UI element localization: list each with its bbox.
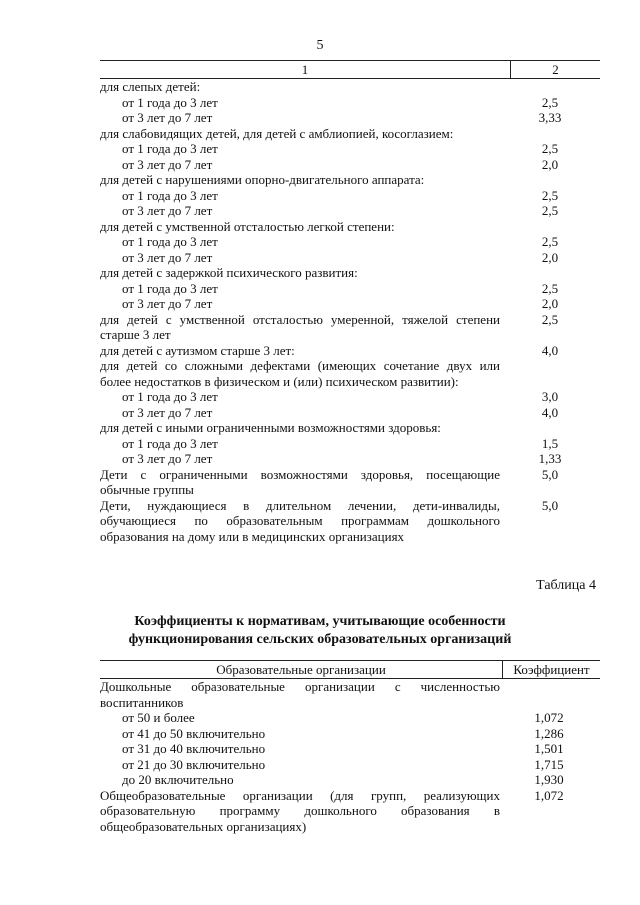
table-body (100, 79, 600, 544)
row-label: для детей с нарушениями опорно-двигательного аппарата: (100, 172, 425, 187)
table-row (100, 281, 600, 297)
row-label: от 3 лет до 7 лет (122, 110, 213, 125)
row-label: от 1 года до 3 лет (122, 435, 218, 451)
row-value: 2,5 (541, 94, 559, 110)
table-row (100, 126, 600, 142)
page-number: 5 (316, 38, 324, 53)
table-row (100, 188, 600, 204)
row-label: от 1 года до 3 лет (122, 234, 218, 249)
table-header (100, 660, 600, 679)
row-value (500, 358, 600, 389)
column-header-1: 1 (100, 61, 511, 78)
table-row (100, 250, 600, 266)
table-title-line-2: функционирования сельских образовательных организаций (128, 632, 512, 647)
row-value: 2,5 (541, 234, 559, 249)
row-label: для детей с задержкой психического развития: (100, 265, 358, 280)
row-value: 1,072 (534, 710, 564, 725)
row-value (500, 420, 600, 436)
table-row (100, 157, 600, 173)
column-header-2: 2 (552, 62, 559, 77)
table-row (100, 726, 600, 742)
table-row (100, 757, 600, 773)
row-value: 2,0 (541, 156, 559, 172)
row-label: для слепых детей: (100, 79, 201, 94)
table-row (100, 772, 600, 788)
row-value: 3,33 (538, 110, 562, 125)
row-value: 5,0 (541, 466, 559, 482)
table-row (100, 296, 600, 312)
table-row (100, 436, 600, 452)
row-label: для детей с умственной отсталостью легкой степени: (100, 218, 395, 234)
row-label: от 31 до 40 включительно (122, 741, 266, 756)
row-value (500, 265, 600, 281)
row-label: для детей с иными ограниченными возможностями здоровья: (100, 420, 441, 435)
row-label: для детей со сложными дефектами (имеющих сочетание двух или более недостатков в физическом и (или) психическом развитии): (100, 358, 500, 389)
row-label: от 3 лет до 7 лет (122, 203, 213, 218)
table-row (100, 358, 600, 389)
row-label: Общеобразовательные организации (для групп, реализующих образовательную программу дошкольного образования в общеобразовательных организациях) (100, 787, 500, 834)
row-label: для детей с умственной отсталостью умеренной, тяжелой степени старше 3 лет (100, 311, 500, 342)
row-label: от 3 лет до 7 лет (122, 296, 213, 311)
row-label: от 50 и более (122, 710, 195, 725)
row-label: Дети, нуждающиеся в длительном лечении, дети-инвалиды, обучающиеся по образовательным программам дошкольного образования на дому или в медицинских организациях (100, 497, 500, 544)
row-value: 1,286 (534, 725, 564, 741)
table-row (100, 110, 600, 126)
row-value: 1,930 (534, 772, 564, 787)
coefficients-table (100, 60, 600, 544)
table-row (100, 219, 600, 235)
row-value: 2,5 (541, 187, 559, 203)
row-label: от 1 года до 3 лет (122, 280, 218, 296)
table-row (100, 467, 600, 498)
table-row (100, 141, 600, 157)
table-row (100, 498, 600, 545)
table-row (100, 203, 600, 219)
table-row (100, 420, 600, 436)
row-label: от 3 лет до 7 лет (122, 451, 213, 466)
row-value: 1,715 (534, 756, 564, 772)
row-value (500, 126, 600, 142)
table-row (100, 343, 600, 359)
row-value: 2,5 (541, 141, 559, 156)
row-value: 2,5 (541, 280, 559, 296)
table-row (100, 451, 600, 467)
row-value: 2,5 (541, 203, 559, 218)
row-value: 2,0 (541, 249, 559, 265)
row-label: Дошкольные образовательные организации с численностью воспитанников (100, 679, 500, 710)
column-header-organizations: Образовательные организации (100, 661, 503, 678)
column-header-coefficient: Коэффициент (513, 662, 590, 677)
table-row (100, 405, 600, 421)
row-value: 1,501 (534, 741, 564, 756)
table-row (100, 788, 600, 835)
table-row (100, 710, 600, 726)
row-label: от 21 до 30 включительно (122, 756, 266, 772)
table-row (100, 312, 600, 343)
rural-coefficients-table (100, 660, 600, 834)
table-header (100, 60, 600, 79)
table-row (100, 172, 600, 188)
table-body (100, 679, 600, 834)
row-label: от 1 года до 3 лет (122, 187, 218, 203)
row-label: Дети с ограниченными возможностями здоровья, посещающие обычные группы (100, 466, 500, 497)
row-label: от 3 лет до 7 лет (122, 156, 213, 172)
row-label: от 3 лет до 7 лет (122, 404, 213, 420)
row-value: 3,0 (541, 389, 559, 404)
row-label: от 1 года до 3 лет (122, 141, 218, 156)
table-row (100, 79, 600, 95)
row-value: 1,072 (534, 787, 564, 803)
table-row (100, 389, 600, 405)
row-value (500, 79, 600, 95)
row-value: 1,33 (538, 451, 562, 466)
row-label: от 1 года до 3 лет (122, 94, 218, 110)
row-value (500, 219, 600, 235)
table-row (100, 679, 600, 710)
table-title (0, 613, 640, 649)
row-label: от 41 до 50 включительно (122, 725, 266, 741)
table-row (100, 741, 600, 757)
table-row (100, 95, 600, 111)
row-label: для детей с аутизмом старше 3 лет: (100, 342, 295, 358)
row-value: 5,0 (541, 497, 559, 513)
table-title-line-1: Коэффициенты к нормативам, учитывающие особенности (134, 614, 506, 629)
row-label: от 3 лет до 7 лет (122, 249, 213, 265)
row-value: 1,5 (541, 435, 559, 451)
table-caption: Таблица 4 (536, 578, 596, 593)
row-value (500, 172, 600, 188)
row-label: до 20 включительно (122, 772, 234, 787)
row-value: 4,0 (541, 404, 559, 420)
table-row (100, 234, 600, 250)
row-value: 2,5 (541, 311, 559, 327)
row-value: 2,0 (541, 296, 559, 311)
row-value (500, 679, 598, 710)
row-label: от 1 года до 3 лет (122, 389, 218, 404)
table-row (100, 265, 600, 281)
row-value: 4,0 (541, 342, 559, 358)
row-label: для слабовидящих детей, для детей с амблиопией, косоглазием: (100, 125, 454, 141)
